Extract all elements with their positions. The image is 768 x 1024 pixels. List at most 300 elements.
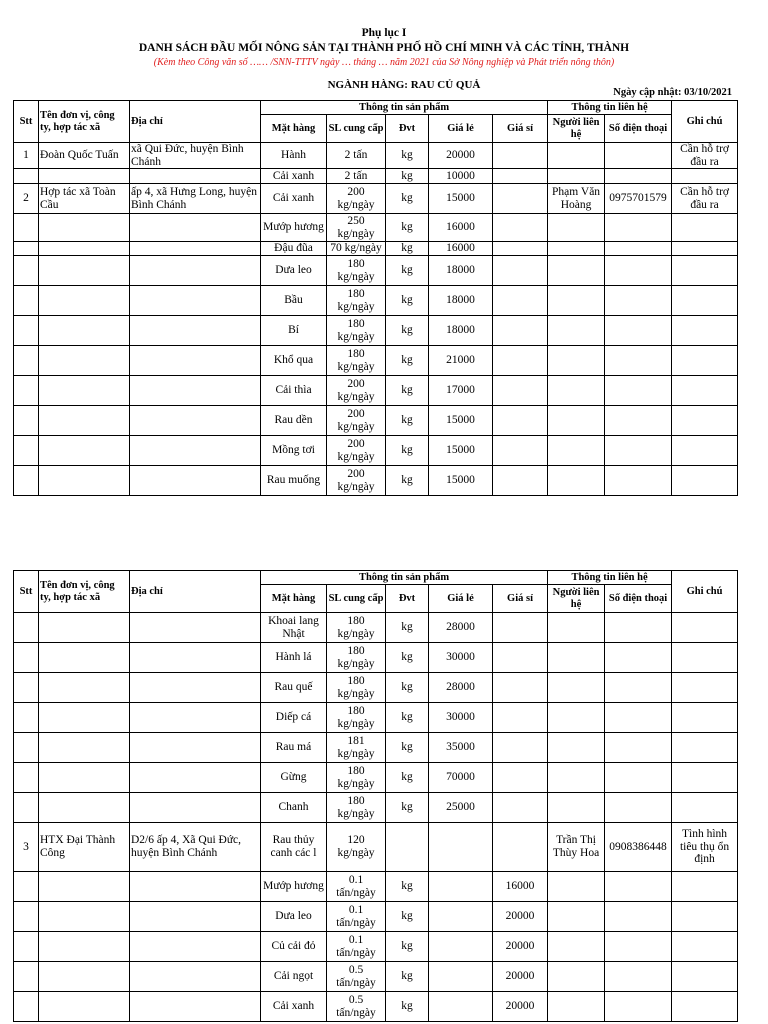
sector-title: NGÀNH HÀNG: RAU CỦ QUẢ — [327, 79, 481, 91]
cell-qty: 180 kg/ngày — [327, 673, 386, 703]
cell-dvt — [386, 823, 429, 872]
cell-address — [130, 703, 261, 733]
table-row — [14, 793, 738, 823]
table-row — [14, 643, 738, 673]
cell-stt — [14, 962, 39, 992]
cell-retail: 18000 — [429, 256, 493, 286]
table-row — [14, 143, 738, 169]
cell-address — [130, 992, 261, 1022]
cell-note: Cần hỗ trợ đầu ra — [672, 143, 738, 169]
cell-wholesale — [493, 733, 548, 763]
cell-phone — [605, 466, 672, 496]
header-wholesale: Giá sỉ — [493, 115, 548, 143]
table-row — [14, 184, 738, 214]
cell-unit: HTX Đại Thành Công — [39, 823, 130, 872]
header-stt: Stt — [14, 101, 39, 143]
cell-wholesale: 16000 — [493, 872, 548, 902]
cell-phone — [605, 286, 672, 316]
cell-qty: 250 kg/ngày — [327, 214, 386, 242]
cell-unit — [39, 872, 130, 902]
cell-person — [548, 286, 605, 316]
cell-unit — [39, 763, 130, 793]
cell-unit: Đoàn Quốc Tuấn — [39, 143, 130, 169]
cell-qty: 200 kg/ngày — [327, 376, 386, 406]
header-qty: SL cung cấp — [327, 115, 386, 143]
cell-phone — [605, 643, 672, 673]
cell-dvt: kg — [386, 466, 429, 496]
table-row — [14, 346, 738, 376]
cell-wholesale — [493, 673, 548, 703]
cell-note — [672, 316, 738, 346]
cell-dvt: kg — [386, 793, 429, 823]
header-contact-info: Thông tin liên hệ — [548, 571, 672, 585]
cell-person — [548, 242, 605, 256]
cell-stt — [14, 436, 39, 466]
cell-address: ấp 4, xã Hưng Long, huyện Bình Chánh — [130, 184, 261, 214]
cell-person — [548, 466, 605, 496]
cell-note — [672, 793, 738, 823]
cell-address — [130, 793, 261, 823]
cell-stt — [14, 286, 39, 316]
cell-note — [672, 763, 738, 793]
cell-address — [130, 643, 261, 673]
cell-person — [548, 376, 605, 406]
table-row — [14, 376, 738, 406]
cell-qty: 200 kg/ngày — [327, 406, 386, 436]
cell-note — [672, 169, 738, 184]
cell-qty: 200 kg/ngày — [327, 184, 386, 214]
header-retail: Giá lẻ — [429, 115, 493, 143]
cell-unit — [39, 733, 130, 763]
cell-phone — [605, 793, 672, 823]
cell-wholesale — [493, 169, 548, 184]
cell-address — [130, 962, 261, 992]
cell-stt — [14, 613, 39, 643]
table-row — [14, 733, 738, 763]
cell-wholesale — [493, 256, 548, 286]
cell-item: Chanh — [261, 793, 327, 823]
cell-item: Cải xanh — [261, 169, 327, 184]
cell-wholesale: 20000 — [493, 902, 548, 932]
cell-qty: 180 kg/ngày — [327, 316, 386, 346]
cell-wholesale — [493, 823, 548, 872]
cell-phone — [605, 613, 672, 643]
cell-address — [130, 763, 261, 793]
cell-dvt: kg — [386, 733, 429, 763]
document-subtitle: (Kèm theo Công văn số …… /SNN-TTTV ngày … tháng … năm 2021 của Sở Nông nghiệp và Phát triển nông thôn) — [153, 57, 615, 68]
cell-qty: 180 kg/ngày — [327, 256, 386, 286]
cell-retail: 70000 — [429, 763, 493, 793]
cell-qty: 200 kg/ngày — [327, 466, 386, 496]
cell-dvt: kg — [386, 613, 429, 643]
cell-unit — [39, 406, 130, 436]
cell-item: Củ cải đỏ — [261, 932, 327, 962]
table-row — [14, 673, 738, 703]
cell-phone — [605, 962, 672, 992]
cell-wholesale — [493, 703, 548, 733]
cell-stt: 2 — [14, 184, 39, 214]
cell-unit — [39, 932, 130, 962]
header-contact-info: Thông tin liên hệ — [548, 101, 672, 115]
cell-qty: 2 tấn — [327, 143, 386, 169]
cell-item: Mướp hương — [261, 214, 327, 242]
cell-dvt: kg — [386, 256, 429, 286]
cell-stt — [14, 872, 39, 902]
cell-stt — [14, 466, 39, 496]
cell-wholesale — [493, 376, 548, 406]
cell-address — [130, 673, 261, 703]
header-dvt: Đvt — [386, 585, 429, 613]
cell-phone: 0975701579 — [605, 184, 672, 214]
cell-phone: 0908386448 — [605, 823, 672, 872]
cell-person — [548, 992, 605, 1022]
cell-phone — [605, 733, 672, 763]
cell-dvt: kg — [386, 214, 429, 242]
cell-phone — [605, 902, 672, 932]
cell-qty: 180 kg/ngày — [327, 643, 386, 673]
cell-address — [130, 346, 261, 376]
table-row — [14, 962, 738, 992]
cell-retail — [429, 872, 493, 902]
cell-stt — [14, 214, 39, 242]
cell-address — [130, 932, 261, 962]
header-address: Địa chỉ — [130, 101, 261, 143]
header-person: Người liên hệ — [548, 585, 605, 613]
cell-person — [548, 872, 605, 902]
cell-qty: 0.1 tấn/ngày — [327, 872, 386, 902]
cell-note — [672, 406, 738, 436]
cell-unit — [39, 316, 130, 346]
cell-phone — [605, 703, 672, 733]
header-unit: Tên đơn vị, công ty, hợp tác xã — [39, 571, 130, 613]
cell-phone — [605, 256, 672, 286]
cell-unit — [39, 673, 130, 703]
cell-phone — [605, 436, 672, 466]
cell-phone — [605, 143, 672, 169]
header-unit: Tên đơn vị, công ty, hợp tác xã — [39, 101, 130, 143]
cell-phone — [605, 214, 672, 242]
cell-wholesale: 20000 — [493, 932, 548, 962]
product-table-2 — [13, 570, 738, 1022]
cell-person — [548, 256, 605, 286]
cell-note — [672, 992, 738, 1022]
cell-person — [548, 793, 605, 823]
cell-qty: 0.5 tấn/ngày — [327, 962, 386, 992]
header-wholesale: Giá sỉ — [493, 585, 548, 613]
cell-address — [130, 902, 261, 932]
cell-dvt: kg — [386, 406, 429, 436]
cell-unit — [39, 613, 130, 643]
table-row — [14, 286, 738, 316]
cell-note — [672, 902, 738, 932]
cell-phone — [605, 242, 672, 256]
cell-dvt: kg — [386, 932, 429, 962]
table-row — [14, 823, 738, 872]
cell-stt — [14, 346, 39, 376]
cell-unit — [39, 703, 130, 733]
cell-retail: 25000 — [429, 793, 493, 823]
cell-wholesale — [493, 242, 548, 256]
table-row — [14, 703, 738, 733]
cell-address — [130, 316, 261, 346]
table-row — [14, 242, 738, 256]
cell-item: Bí — [261, 316, 327, 346]
cell-unit — [39, 962, 130, 992]
cell-address — [130, 733, 261, 763]
cell-phone — [605, 992, 672, 1022]
product-table-1 — [13, 100, 738, 496]
cell-retail — [429, 992, 493, 1022]
cell-note — [672, 733, 738, 763]
cell-retail — [429, 902, 493, 932]
cell-dvt: kg — [386, 169, 429, 184]
table-row — [14, 214, 738, 242]
header-phone: Số điện thoại — [605, 585, 672, 613]
cell-note — [672, 673, 738, 703]
cell-item: Rau muống — [261, 466, 327, 496]
cell-wholesale — [493, 613, 548, 643]
cell-unit — [39, 242, 130, 256]
cell-retail: 16000 — [429, 214, 493, 242]
cell-address — [130, 214, 261, 242]
cell-wholesale — [493, 143, 548, 169]
cell-item: Dưa leo — [261, 902, 327, 932]
cell-qty: 180 kg/ngày — [327, 346, 386, 376]
cell-item: Dưa leo — [261, 256, 327, 286]
cell-note — [672, 932, 738, 962]
cell-item: Rau dền — [261, 406, 327, 436]
cell-stt — [14, 242, 39, 256]
cell-item: Cải xanh — [261, 184, 327, 214]
cell-qty: 2 tấn — [327, 169, 386, 184]
cell-person — [548, 214, 605, 242]
cell-wholesale — [493, 436, 548, 466]
appendix-title: Phụ lục I — [361, 27, 407, 39]
cell-qty: 180 kg/ngày — [327, 763, 386, 793]
cell-stt — [14, 733, 39, 763]
table-row — [14, 466, 738, 496]
cell-item: Đậu đũa — [261, 242, 327, 256]
cell-note — [672, 286, 738, 316]
cell-retail: 15000 — [429, 466, 493, 496]
cell-retail: 15000 — [429, 406, 493, 436]
table-1-body — [14, 143, 738, 496]
header-address: Địa chỉ — [130, 571, 261, 613]
cell-person — [548, 316, 605, 346]
cell-note — [672, 872, 738, 902]
cell-qty: 180 kg/ngày — [327, 793, 386, 823]
header-qty: SL cung cấp — [327, 585, 386, 613]
cell-phone — [605, 673, 672, 703]
cell-unit — [39, 214, 130, 242]
cell-retail: 15000 — [429, 436, 493, 466]
cell-retail: 35000 — [429, 733, 493, 763]
cell-unit — [39, 376, 130, 406]
cell-unit: Hợp tác xã Toàn Cầu — [39, 184, 130, 214]
cell-item: Rau má — [261, 733, 327, 763]
cell-dvt: kg — [386, 872, 429, 902]
cell-note — [672, 376, 738, 406]
cell-phone — [605, 872, 672, 902]
cell-note — [672, 242, 738, 256]
cell-retail: 17000 — [429, 376, 493, 406]
cell-item: Mướp hương — [261, 872, 327, 902]
cell-unit — [39, 169, 130, 184]
cell-unit — [39, 992, 130, 1022]
cell-stt — [14, 256, 39, 286]
cell-retail — [429, 932, 493, 962]
cell-unit — [39, 466, 130, 496]
cell-retail: 28000 — [429, 613, 493, 643]
cell-address — [130, 613, 261, 643]
cell-phone — [605, 316, 672, 346]
update-date: Ngày cập nhật: 03/10/2021 — [613, 87, 732, 98]
cell-address — [130, 872, 261, 902]
cell-stt: 1 — [14, 143, 39, 169]
cell-unit — [39, 902, 130, 932]
cell-note — [672, 962, 738, 992]
cell-dvt: kg — [386, 703, 429, 733]
cell-address: D2/6 ấp 4, Xã Qui Đức, huyện Bình Chánh — [130, 823, 261, 872]
header-stt: Stt — [14, 571, 39, 613]
cell-item: Rau quế — [261, 673, 327, 703]
cell-phone — [605, 932, 672, 962]
cell-phone — [605, 169, 672, 184]
cell-item: Bầu — [261, 286, 327, 316]
cell-unit — [39, 256, 130, 286]
cell-wholesale — [493, 763, 548, 793]
cell-note — [672, 346, 738, 376]
table-row — [14, 763, 738, 793]
cell-person — [548, 169, 605, 184]
cell-person: Phạm Văn Hoàng — [548, 184, 605, 214]
header-product-info: Thông tin sản phẩm — [261, 571, 548, 585]
cell-person — [548, 143, 605, 169]
cell-person: Trần Thị Thùy Hoa — [548, 823, 605, 872]
cell-qty: 180 kg/ngày — [327, 286, 386, 316]
cell-person — [548, 436, 605, 466]
cell-person — [548, 406, 605, 436]
cell-retail: 18000 — [429, 286, 493, 316]
cell-person — [548, 703, 605, 733]
cell-qty: 0.5 tấn/ngày — [327, 992, 386, 1022]
cell-stt — [14, 376, 39, 406]
cell-stt — [14, 643, 39, 673]
cell-unit — [39, 346, 130, 376]
cell-address — [130, 406, 261, 436]
cell-stt — [14, 673, 39, 703]
cell-retail: 20000 — [429, 143, 493, 169]
cell-wholesale: 20000 — [493, 992, 548, 1022]
cell-stt — [14, 992, 39, 1022]
header-person: Người liên hệ — [548, 115, 605, 143]
cell-dvt: kg — [386, 962, 429, 992]
cell-wholesale — [493, 316, 548, 346]
cell-retail: 21000 — [429, 346, 493, 376]
cell-unit — [39, 793, 130, 823]
document-title: DANH SÁCH ĐẦU MỐI NÔNG SẢN TẠI THÀNH PHỐ HỒ CHÍ MINH VÀ CÁC TỈNH, THÀNH — [138, 42, 630, 54]
cell-dvt: kg — [386, 992, 429, 1022]
cell-person — [548, 346, 605, 376]
cell-person — [548, 643, 605, 673]
cell-stt — [14, 703, 39, 733]
header-item: Mặt hàng — [261, 585, 327, 613]
cell-wholesale — [493, 286, 548, 316]
table-2-body — [14, 613, 738, 1022]
header-phone: Số điện thoại — [605, 115, 672, 143]
cell-note — [672, 466, 738, 496]
cell-retail — [429, 823, 493, 872]
cell-dvt: kg — [386, 346, 429, 376]
cell-retail: 28000 — [429, 673, 493, 703]
cell-dvt: kg — [386, 902, 429, 932]
cell-dvt: kg — [386, 763, 429, 793]
cell-dvt: kg — [386, 673, 429, 703]
cell-retail: 15000 — [429, 184, 493, 214]
table-row — [14, 436, 738, 466]
cell-dvt: kg — [386, 376, 429, 406]
cell-dvt: kg — [386, 436, 429, 466]
cell-wholesale — [493, 643, 548, 673]
table-row — [14, 902, 738, 932]
cell-wholesale: 20000 — [493, 962, 548, 992]
cell-dvt: kg — [386, 316, 429, 346]
cell-stt — [14, 793, 39, 823]
cell-person — [548, 932, 605, 962]
cell-retail: 30000 — [429, 643, 493, 673]
cell-address — [130, 436, 261, 466]
cell-item: Gừng — [261, 763, 327, 793]
header-retail: Giá lẻ — [429, 585, 493, 613]
cell-address — [130, 466, 261, 496]
cell-phone — [605, 763, 672, 793]
cell-item: Hành — [261, 143, 327, 169]
cell-note — [672, 703, 738, 733]
header-dvt: Đvt — [386, 115, 429, 143]
cell-retail: 18000 — [429, 316, 493, 346]
cell-stt — [14, 169, 39, 184]
header-product-info: Thông tin sản phẩm — [261, 101, 548, 115]
cell-item: Cải xanh — [261, 992, 327, 1022]
cell-qty: 181 kg/ngày — [327, 733, 386, 763]
table-row — [14, 316, 738, 346]
cell-wholesale — [493, 466, 548, 496]
cell-qty: 180 kg/ngày — [327, 613, 386, 643]
cell-note — [672, 613, 738, 643]
table-row — [14, 613, 738, 643]
cell-qty: 120 kg/ngày — [327, 823, 386, 872]
header-note: Ghi chú — [672, 101, 738, 143]
table-row — [14, 169, 738, 184]
cell-address — [130, 376, 261, 406]
cell-item: Diếp cá — [261, 703, 327, 733]
cell-note — [672, 643, 738, 673]
cell-qty: 200 kg/ngày — [327, 436, 386, 466]
cell-item: Hành lá — [261, 643, 327, 673]
cell-retail: 30000 — [429, 703, 493, 733]
cell-unit — [39, 436, 130, 466]
table-row — [14, 406, 738, 436]
cell-note: Cần hỗ trợ đầu ra — [672, 184, 738, 214]
cell-stt — [14, 932, 39, 962]
cell-person — [548, 763, 605, 793]
cell-person — [548, 613, 605, 643]
table-row — [14, 932, 738, 962]
header-item: Mặt hàng — [261, 115, 327, 143]
cell-retail: 16000 — [429, 242, 493, 256]
cell-phone — [605, 406, 672, 436]
cell-retail — [429, 962, 493, 992]
